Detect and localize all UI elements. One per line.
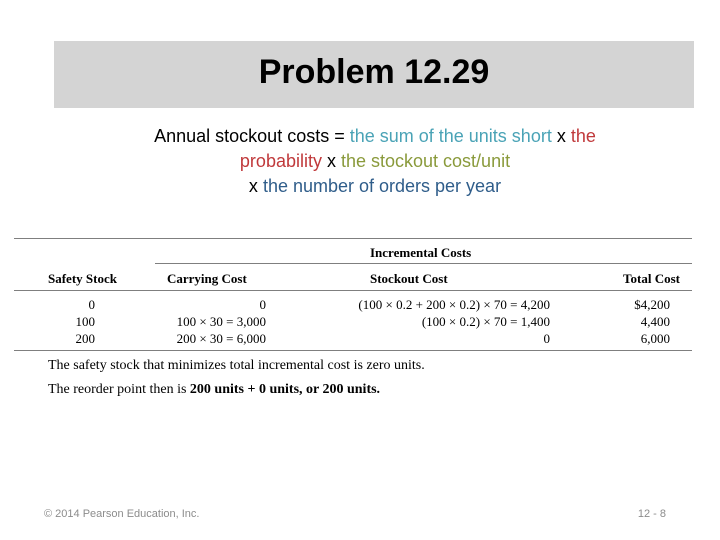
cell-safety-0: 0 [88, 297, 95, 312]
cell-carrying-2: 200 × 30 = 6,000 [176, 331, 266, 346]
formula-part-orders: the number of orders per year [262, 176, 502, 196]
table-top-rule [14, 238, 692, 239]
column-header-total-cost: Total Cost [623, 271, 680, 286]
cell-safety-2: 200 [75, 331, 95, 346]
cell-total-2: 6,000 [640, 331, 670, 346]
cell-stockout-0: (100 × 0.2 + 200 × 0.2) × 70 = 4,200 [358, 297, 550, 312]
formula-part-times-2: x [321, 151, 341, 171]
formula-part-stockout-cost: the stockout cost/unit [340, 151, 511, 171]
table-bottom-rule [14, 350, 692, 351]
cell-carrying-0: 0 [259, 297, 266, 312]
formula-part-probability: probability [239, 151, 322, 171]
cell-total-1: 4,400 [640, 314, 670, 329]
column-header-carrying-cost: Carrying Cost [167, 271, 247, 286]
cell-carrying-1: 100 × 30 = 3,000 [176, 314, 266, 329]
note-line-2: The reorder point then is 200 units + 0 units, or 200 units. [48, 382, 381, 397]
column-header-safety-stock: Safety Stock [48, 271, 117, 286]
formula-part-the: the [570, 126, 596, 146]
formula-part-times-3: x [248, 176, 263, 196]
cell-stockout-2: 0 [543, 331, 550, 346]
footer-page-number: 12 - 8 [637, 508, 666, 520]
footer-copyright: © 2014 Pearson Education, Inc. [44, 508, 200, 520]
cell-stockout-1: (100 × 0.2) × 70 = 1,400 [421, 314, 550, 329]
formula-part-units-short: the sum of the units short [349, 126, 552, 146]
group-header-incremental-costs: Incremental Costs [370, 245, 472, 260]
formula-part-times-1: x [551, 126, 571, 146]
cell-total-0: $4,200 [634, 297, 670, 312]
cell-safety-1: 100 [75, 314, 95, 329]
column-header-stockout-cost: Stockout Cost [370, 271, 448, 286]
slide-title: Problem 12.29 [258, 53, 490, 91]
title-bar [54, 41, 694, 108]
column-header-rule [14, 290, 692, 291]
group-header-rule [155, 263, 692, 264]
formula-text [60, 124, 690, 199]
note-line-1: The safety stock that minimizes total incremental cost is zero units. [48, 358, 425, 373]
formula-part-intro: Annual stockout costs = [154, 126, 350, 146]
